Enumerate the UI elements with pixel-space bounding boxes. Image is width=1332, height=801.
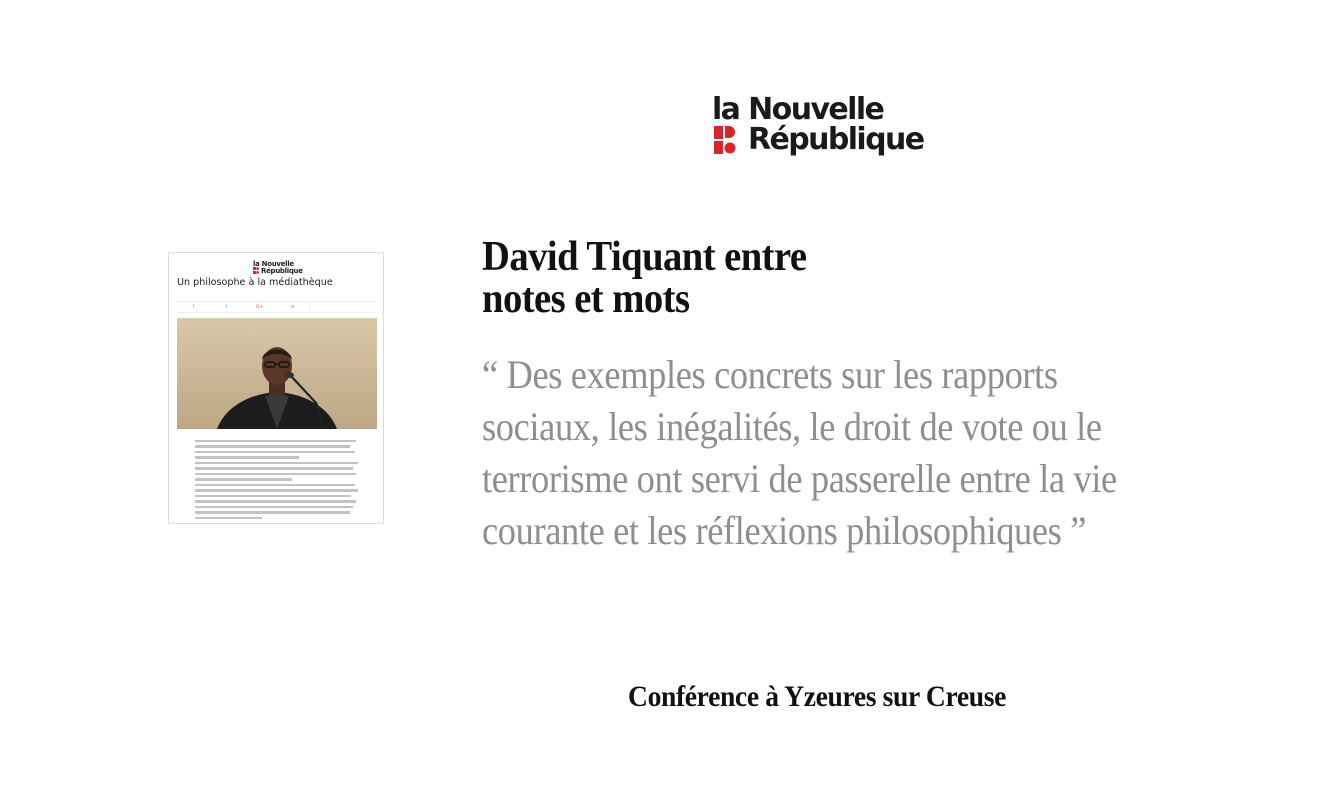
headline-line-2: notes et mots bbox=[482, 276, 690, 322]
logo-line-2: République bbox=[748, 122, 924, 157]
event-caption: Conférence à Yzeures sur Creuse bbox=[628, 680, 1006, 713]
thumbnail-title: Un philosophe à la médiathèque bbox=[177, 277, 333, 288]
headline bbox=[482, 236, 806, 320]
share-comments-link[interactable] bbox=[309, 302, 375, 312]
article-thumbnail[interactable] bbox=[168, 252, 384, 524]
photo-speaker-microphone bbox=[177, 318, 377, 429]
quote-line-1: “ Des exemples concrets sur les rapports bbox=[482, 352, 1058, 397]
pull-quote bbox=[482, 349, 1137, 557]
quote-line-3: terrorisme ont servi de passerelle entre la vie bbox=[482, 456, 1117, 501]
facebook-share-icon[interactable]: f bbox=[192, 304, 195, 310]
twitter-share-icon[interactable]: t bbox=[225, 304, 228, 310]
thumbnail-body-text bbox=[195, 440, 363, 522]
thumbnail-logo-line-2: République bbox=[261, 267, 303, 275]
logo-mark-icon bbox=[714, 126, 736, 154]
quote-line-4: courante et les réflexions philosophiques ” bbox=[482, 508, 1086, 553]
photo-illustration bbox=[177, 318, 377, 429]
logo-line-1: la Nouvelle bbox=[712, 92, 884, 127]
thumbnail-logo-line-1: la Nouvelle bbox=[253, 260, 294, 268]
newspaper-logo bbox=[712, 92, 952, 162]
thumbnail-logo-mark-icon bbox=[253, 267, 259, 274]
share-bar bbox=[177, 301, 375, 313]
mail-share-icon[interactable]: ✉ bbox=[290, 304, 295, 310]
headline-line-1: David Tiquant entre bbox=[482, 234, 807, 280]
quote-line-2: sociaux, les inégalités, le droit de vote ou le bbox=[482, 404, 1102, 449]
thumbnail-logo bbox=[253, 260, 313, 276]
googleplus-share-icon[interactable]: G+ bbox=[255, 304, 264, 310]
